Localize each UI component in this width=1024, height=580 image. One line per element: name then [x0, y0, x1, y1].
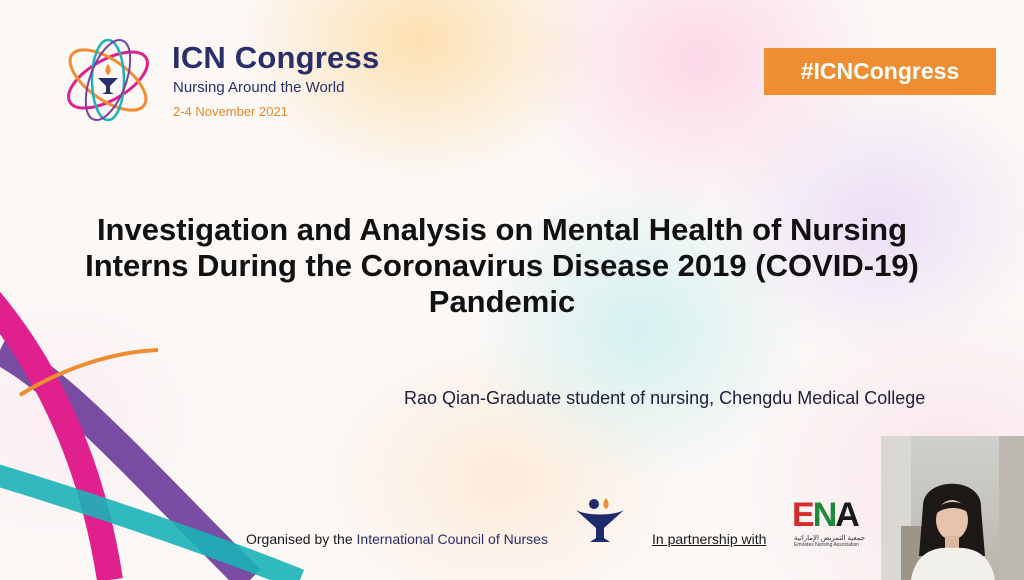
ena-arabic-name: جمعية التمريض الإماراتية — [794, 535, 866, 542]
presentation-title — [20, 212, 984, 320]
ena-logo-letters — [792, 496, 858, 534]
ena-english-name: Emirates Nursing Association — [794, 542, 860, 548]
congress-dates: 2-4 November 2021 — [173, 104, 288, 119]
hashtag-banner: #ICNCongress — [764, 48, 996, 95]
organised-by-text — [246, 531, 548, 547]
presenter-info: Rao Qian-Graduate student of nursing, Chengdu Medical College — [404, 388, 926, 408]
title-line-1: Investigation and Analysis on Mental Health of Nursing — [96, 212, 908, 247]
title-line-2: Interns During the Coronavirus Disease 2019 (COVID-19) — [85, 248, 919, 283]
ena-letter-a: A — [835, 496, 858, 534]
congress-subtitle: Nursing Around the World — [173, 79, 345, 96]
icn-chalice-icon — [572, 496, 628, 548]
partnership-label: In partnership with — [652, 531, 767, 547]
organiser-name: International Council of Nurses — [356, 531, 548, 547]
ena-letter-n: N — [812, 496, 836, 534]
ena-letter-e: E — [792, 496, 813, 534]
icn-congress-logo — [58, 34, 158, 126]
organised-prefix: Organised by the — [246, 531, 357, 547]
presenter-webcam-video — [881, 436, 1024, 580]
ena-logo — [792, 496, 864, 550]
title-line-3: Pandemic — [428, 284, 576, 319]
partnership-text — [652, 531, 766, 547]
congress-title: ICN Congress — [172, 40, 380, 75]
webcam-person-image — [881, 436, 1024, 580]
